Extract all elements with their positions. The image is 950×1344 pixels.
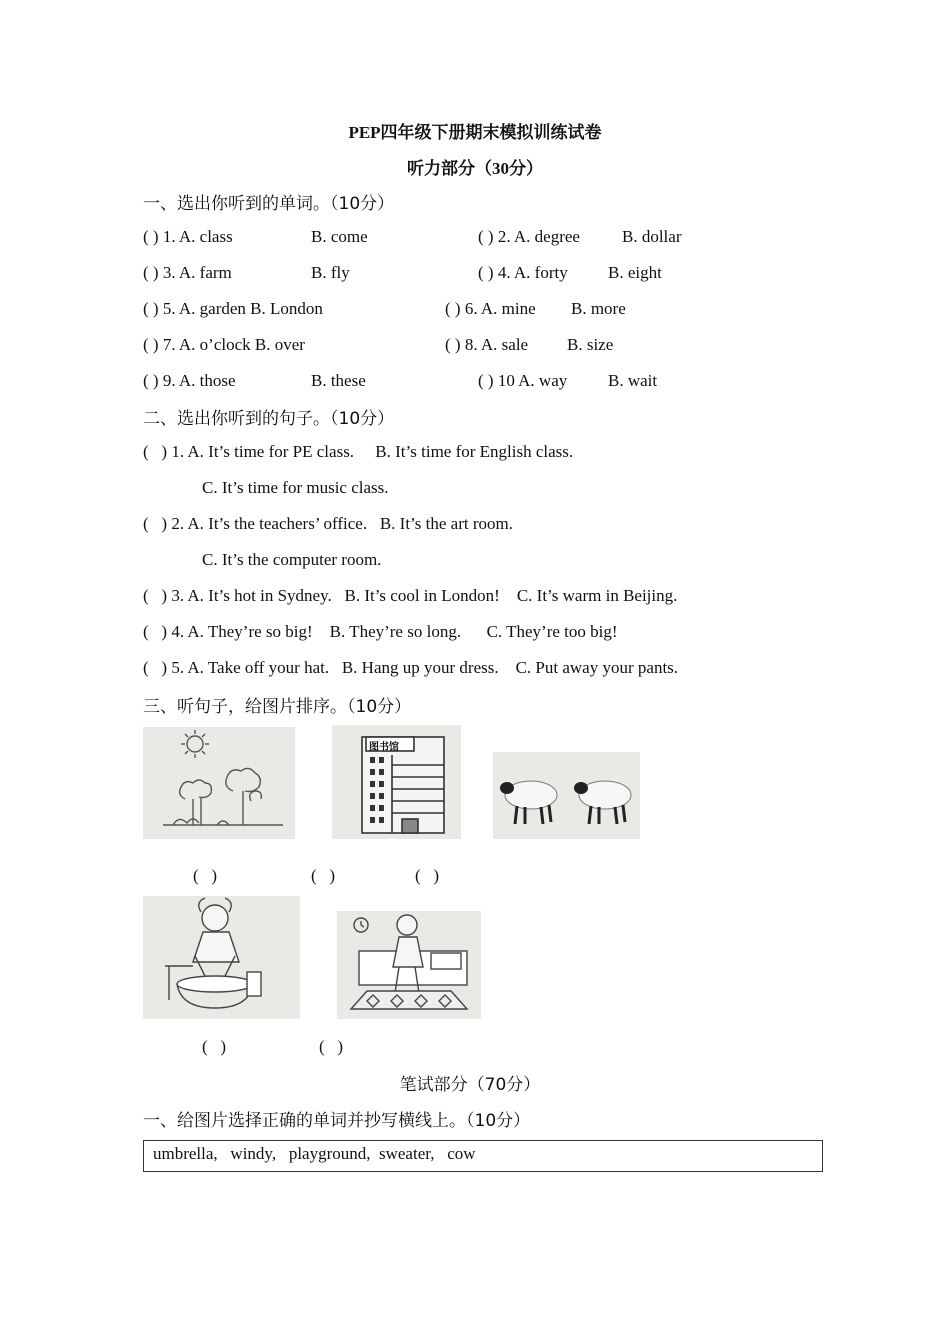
- girl-bed-picture: [337, 911, 481, 1019]
- q3-b: B. fly: [311, 263, 350, 282]
- q6-a: ( ) 6. A. mine: [445, 299, 536, 318]
- p2-line-5: ( ) 5. A. Take off your hat. B. Hang up your dress. C. Put away your pants.: [143, 658, 679, 677]
- q4-b: B. eight: [608, 263, 662, 282]
- blank-3[interactable]: ( ): [415, 866, 440, 885]
- sheep-picture: [493, 752, 640, 839]
- girl-washing-picture: [143, 896, 300, 1019]
- sunny-trees-picture: [143, 727, 295, 839]
- q4-a: ( ) 4. A. forty: [478, 263, 568, 282]
- p2-line-1: ( ) 1. A. It’s time for PE class. B. It’s time for English class.: [143, 442, 574, 461]
- word-bank-box: [143, 1140, 823, 1172]
- blank-1[interactable]: ( ): [193, 866, 218, 885]
- part2-heading: 二、选出你听到的句子。（10分）: [143, 409, 395, 429]
- q2-b: B. dollar: [622, 227, 682, 246]
- word-bank: umbrella, windy, playground, sweater, cow: [153, 1144, 476, 1163]
- q10-a: ( ) 10 A. way: [478, 371, 568, 390]
- written-heading: 一、给图片选择正确的单词并抄写横线上。（10分）: [143, 1111, 531, 1131]
- q5: ( ) 5. A. garden B. London: [143, 299, 323, 318]
- q7: ( ) 7. A. o’clock B. over: [143, 335, 305, 354]
- blank-5[interactable]: ( ): [319, 1037, 344, 1056]
- q1-b: B. come: [311, 227, 368, 246]
- written-title: 笔试部分（70分）: [399, 1075, 541, 1095]
- q1-a: ( ) 1. A. class: [143, 227, 233, 246]
- p2-line-4: ( ) 4. A. They’re so big! B. They’re so long. C. They’re too big!: [143, 622, 618, 641]
- p2-line-3: ( ) 3. A. It’s hot in Sydney. B. It’s cool in London! C. It’s warm in Beijing.: [143, 586, 678, 605]
- blank-2[interactable]: ( ): [311, 866, 336, 885]
- p2-line-1c: C. It’s time for music class.: [202, 478, 389, 497]
- library-picture: [332, 725, 461, 839]
- q2-a: ( ) 2. A. degree: [478, 227, 580, 246]
- q9-a: ( ) 9. A. those: [143, 371, 236, 390]
- library-sign: 图书馆: [369, 742, 399, 753]
- q9-b: B. these: [311, 371, 366, 390]
- part3-heading: 三、听句子，给图片排序。（10分）: [143, 697, 412, 717]
- p2-line-2c: C. It’s the computer room.: [202, 550, 382, 569]
- q10-b: B. wait: [608, 371, 658, 390]
- p2-line-2: ( ) 2. A. It’s the teachers’ office. B. It’s the art room.: [143, 514, 513, 533]
- listening-title: 听力部分（30分）: [407, 159, 543, 178]
- q3-a: ( ) 3. A. farm: [143, 263, 232, 282]
- blank-4[interactable]: ( ): [202, 1037, 227, 1056]
- page-title: PEP四年级下册期末模拟训练试卷: [348, 123, 602, 142]
- part1-heading: 一、选出你听到的单词。（10分）: [143, 194, 395, 214]
- q8-b: B. size: [567, 335, 614, 354]
- q6-b: B. more: [571, 299, 626, 318]
- q8-a: ( ) 8. A. sale: [445, 335, 529, 354]
